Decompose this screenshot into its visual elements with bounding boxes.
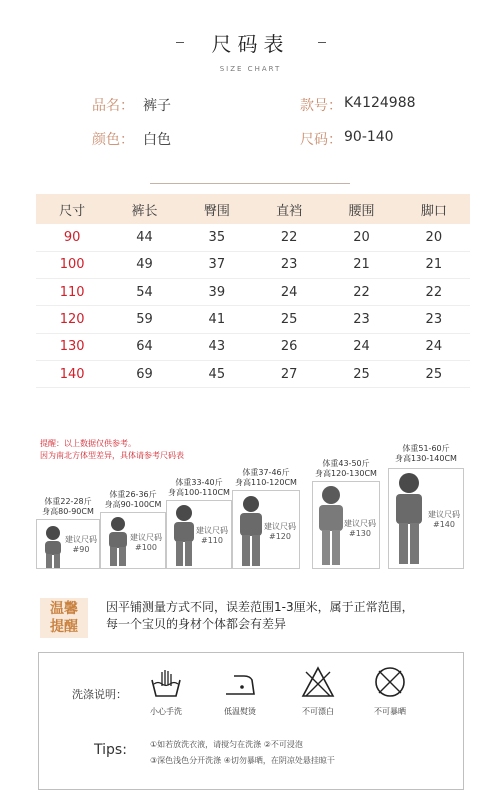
table-cell: 20 <box>325 224 397 251</box>
reminder-badge <box>40 598 88 638</box>
table-cell: 22 <box>398 279 470 306</box>
table-cell: 69 <box>108 360 180 387</box>
kid-weight: 体重22-28斤 <box>44 497 92 506</box>
low-iron-icon <box>222 666 258 702</box>
kid-rec-label: 建议尺码 <box>428 510 460 519</box>
kid-rec-label: 建议尺码 <box>196 526 228 535</box>
kid-rec-label: 建议尺码 <box>65 535 97 544</box>
care-label: 低温熨烫 <box>224 707 256 716</box>
kid-height: 身高130-140CM <box>395 454 457 463</box>
size-cell: 100 <box>36 251 108 278</box>
color-value: 白色 <box>143 132 171 148</box>
table-cell: 43 <box>181 333 253 360</box>
no-bleach-icon <box>300 664 336 700</box>
color-label: 颜色： <box>92 132 134 148</box>
kid-weight: 体重43-50斤 <box>322 459 370 468</box>
code-label: 款号： <box>300 98 342 114</box>
care-label: 小心手洗 <box>150 707 182 716</box>
reminder-label-top: 温馨 <box>50 601 78 617</box>
kid-height: 身高100-110CM <box>168 488 230 497</box>
no-sun-icon <box>372 664 408 700</box>
page-title: 尺码表 <box>211 32 290 56</box>
reminder-line: 每一个宝贝的身材个体都会有差异 <box>106 617 287 631</box>
table-cell: 49 <box>108 251 180 278</box>
table-row <box>36 224 470 251</box>
table-cell: 25 <box>325 360 397 387</box>
kid-recommendation <box>340 519 380 539</box>
table-row <box>36 360 470 387</box>
table-cell: 26 <box>253 333 325 360</box>
tips-label: Tips: <box>94 742 127 758</box>
table-cell: 24 <box>398 333 470 360</box>
care-label: 不可漂白 <box>302 707 334 716</box>
header-cell: 尺寸 <box>36 194 108 224</box>
tips-line: ①如若放洗衣液，请搅匀在洗涤 ②不可浸泡 <box>150 740 303 749</box>
kid-weight-height <box>100 490 166 510</box>
reminder-label-bottom: 提醒 <box>50 619 78 635</box>
kid-weight-height <box>388 444 464 464</box>
table-cell: 22 <box>325 279 397 306</box>
table-cell: 44 <box>108 224 180 251</box>
table-row <box>36 251 470 278</box>
kid-rec-size: #110 <box>201 536 223 545</box>
kid-rec-label: 建议尺码 <box>344 519 376 528</box>
size-cell: 140 <box>36 360 108 387</box>
table-row <box>36 306 470 333</box>
kid-rec-label: 建议尺码 <box>130 533 162 542</box>
title-dash-left <box>176 42 184 43</box>
kid-figure-140 <box>388 444 464 569</box>
table-row <box>36 333 470 360</box>
header-cell: 裤长 <box>108 194 180 224</box>
kid-weight-height <box>232 468 300 488</box>
table-cell: 24 <box>253 279 325 306</box>
page-subtitle: SIZE CHART <box>219 65 282 73</box>
kid-rec-size: #90 <box>72 545 90 554</box>
kid-weight: 体重26-36斤 <box>109 490 157 499</box>
care-label: 不可暴晒 <box>374 707 406 716</box>
table-cell: 20 <box>398 224 470 251</box>
kid-weight: 体重33-40斤 <box>175 478 223 487</box>
title-dash-right <box>318 42 326 43</box>
note-line: 因为南北方体型差异，具体请参考尺码表 <box>40 451 184 460</box>
reminder-text <box>106 599 414 633</box>
table-cell: 45 <box>181 360 253 387</box>
name-value: 裤子 <box>143 98 171 114</box>
table-cell: 23 <box>253 251 325 278</box>
kid-rec-size: #140 <box>433 520 455 529</box>
table-cell: 21 <box>325 251 397 278</box>
table-header-row <box>36 194 470 224</box>
hand-wash-icon <box>148 666 184 702</box>
table-cell: 24 <box>325 333 397 360</box>
header-cell: 直裆 <box>253 194 325 224</box>
size-cell: 130 <box>36 333 108 360</box>
table-cell: 37 <box>181 251 253 278</box>
size-table <box>36 194 470 388</box>
size-value: 90-140 <box>344 129 394 145</box>
table-cell: 21 <box>398 251 470 278</box>
table-cell: 59 <box>108 306 180 333</box>
table-cell: 25 <box>253 306 325 333</box>
table-cell: 22 <box>253 224 325 251</box>
note-line: 提醒：以上数据仅供参考。 <box>40 439 136 448</box>
kid-figure-90 <box>36 497 100 569</box>
kid-weight-height <box>312 459 380 479</box>
table-cell: 27 <box>253 360 325 387</box>
kid-height: 身高80-90CM <box>42 507 94 516</box>
header-cell: 臀围 <box>181 194 253 224</box>
size-cell: 120 <box>36 306 108 333</box>
chart-header <box>0 28 501 73</box>
kid-recommendation <box>192 526 232 546</box>
care-title: 洗涤说明： <box>72 688 127 701</box>
kid-weight-height <box>166 478 232 498</box>
product-info <box>0 95 501 155</box>
table-cell: 25 <box>398 360 470 387</box>
reminder-line: 因平铺测量方式不同，误差范围1-3厘米，属于正常范围， <box>106 600 414 614</box>
kid-rec-size: #100 <box>135 543 157 552</box>
tips-text <box>150 737 335 769</box>
table-cell: 35 <box>181 224 253 251</box>
kid-rec-size: #130 <box>349 529 371 538</box>
table-cell: 64 <box>108 333 180 360</box>
kid-weight: 体重51-60斤 <box>402 444 450 453</box>
kid-figure-120 <box>232 468 300 569</box>
kid-weight: 体重37-46斤 <box>242 468 290 477</box>
kid-figure-100 <box>100 490 166 569</box>
table-cell: 54 <box>108 279 180 306</box>
kid-rec-size: #120 <box>269 532 291 541</box>
divider <box>150 183 350 184</box>
kid-height: 身高120-130CM <box>315 469 377 478</box>
kid-height: 身高110-120CM <box>235 478 297 487</box>
size-cell: 110 <box>36 279 108 306</box>
reference-note <box>40 438 184 462</box>
kid-recommendation <box>260 522 300 542</box>
size-label: 尺码： <box>300 132 342 148</box>
kid-rec-label: 建议尺码 <box>264 522 296 531</box>
kid-recommendation <box>62 535 100 555</box>
table-cell: 23 <box>325 306 397 333</box>
kid-recommendation <box>424 510 464 530</box>
kid-height: 身高90-100CM <box>104 500 162 509</box>
size-cell: 90 <box>36 224 108 251</box>
table-row <box>36 279 470 306</box>
name-label: 品名： <box>92 98 134 114</box>
table-cell: 23 <box>398 306 470 333</box>
table-cell: 39 <box>181 279 253 306</box>
kid-recommendation <box>126 533 166 553</box>
kid-figure-110 <box>166 478 232 569</box>
header-cell: 脚口 <box>398 194 470 224</box>
kid-figure-130 <box>312 459 380 569</box>
code-value: K4124988 <box>344 95 416 111</box>
tips-line: ③深色浅色分开洗涤 ④切勿暴晒，在阴凉处悬挂晾干 <box>150 756 335 765</box>
kid-weight-height <box>36 497 100 517</box>
table-cell: 41 <box>181 306 253 333</box>
header-cell: 腰围 <box>325 194 397 224</box>
